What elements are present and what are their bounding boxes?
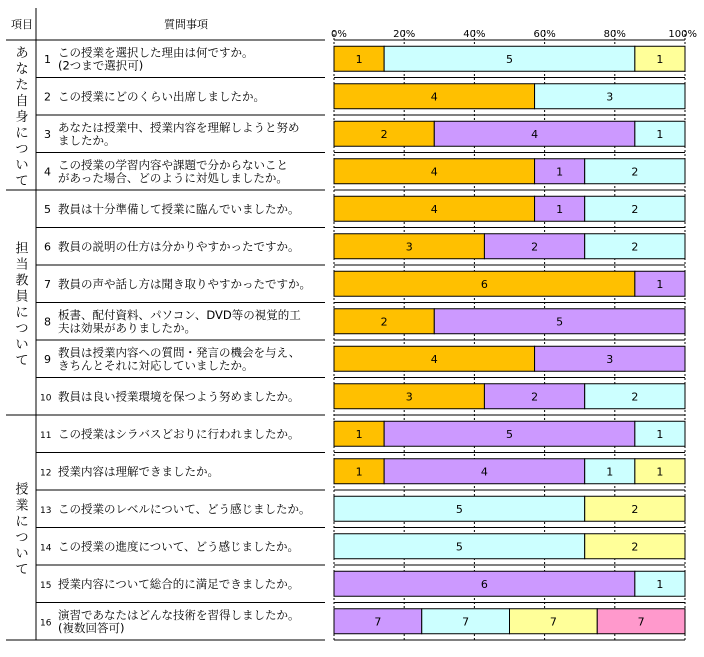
bar-value-label: 4	[531, 127, 539, 141]
bar-value-label: 1	[556, 202, 564, 216]
x-tick-label: 100%	[668, 29, 697, 40]
x-tick-label: 40%	[463, 29, 486, 40]
question-table	[6, 8, 325, 640]
question-text: あなたは授業中、授業内容を理解しようと努め	[58, 120, 300, 135]
question-number: 15	[40, 580, 52, 591]
question-number: 9	[44, 352, 51, 366]
question-number: 7	[44, 277, 51, 291]
question-text: 夫は効果がありましたか。	[58, 320, 196, 335]
bar-value-label: 7	[374, 615, 382, 629]
bar-value-label: 4	[430, 202, 438, 216]
question-text: 板書、配付資料、パソコン、DVD等の視覚的工	[58, 307, 301, 322]
bar-value-label: 4	[430, 165, 438, 179]
group-label-char: に	[15, 305, 29, 321]
question-number: 6	[44, 240, 51, 254]
question-number: 8	[44, 315, 51, 329]
group-label-char: あ	[15, 46, 29, 61]
x-tick-label: 0%	[331, 29, 347, 40]
bar-value-label: 2	[631, 540, 639, 554]
question-number: 10	[40, 393, 52, 404]
bar-value-label: 3	[606, 352, 614, 366]
group-label-char: い	[15, 337, 29, 353]
bar-value-label: 2	[631, 502, 639, 516]
question-text: 演習であなたはどんな技術を習得しましたか。	[58, 607, 300, 622]
question-number: 16	[40, 618, 52, 629]
question-text: 授業内容は理解できましたか。	[58, 464, 219, 479]
group-label-char: つ	[15, 530, 29, 546]
bar-value-label: 3	[405, 390, 413, 404]
bar-value-label: 4	[430, 352, 438, 366]
question-text: 教員は十分準備して授業に臨んでいましたか。	[58, 201, 300, 216]
question-text: この授業のレベルについて、どう感じましたか。	[58, 501, 311, 516]
group-label-char: つ	[15, 142, 29, 157]
question-text: この授業の進度について、どう感じましたか。	[58, 539, 300, 554]
question-text: 教員は良い授業環境を保つよう努めましたか。	[58, 389, 300, 404]
group-label-char: い	[15, 158, 29, 173]
group-label-char: 担	[15, 241, 29, 257]
x-tick-label: 80%	[603, 29, 626, 40]
question-text: があった場合、どのように対処しましたか。	[58, 170, 288, 185]
question-number: 1	[44, 52, 51, 66]
question-number: 13	[40, 505, 52, 516]
bar-value-label: 1	[355, 427, 363, 441]
bar-value-label: 2	[631, 390, 639, 404]
bar-value-label: 1	[355, 52, 363, 66]
group-label-char: 教	[15, 273, 29, 289]
header-item: 項目	[11, 18, 33, 31]
question-text: 教員の声や話し方は聞き取りやすかったですか。	[58, 276, 311, 291]
group-label-char: て	[15, 174, 29, 189]
question-text: きちんとそれに対応していましたか。	[58, 358, 254, 373]
question-text: この授業を選択した理由は何ですか。	[58, 45, 254, 60]
group-label-char: 員	[15, 289, 29, 305]
header-question: 質問事項	[164, 18, 208, 31]
bar-value-label: 2	[380, 127, 388, 141]
group-label-char: て	[15, 353, 29, 369]
bar-value-label: 2	[531, 390, 539, 404]
stacked-bar-plot	[331, 29, 697, 640]
bar-value-label: 4	[480, 465, 488, 479]
group-label-char: 自	[15, 94, 29, 109]
bar-value-label: 3	[405, 240, 413, 254]
bar-value-label: 6	[480, 277, 488, 291]
bar-value-label: 1	[656, 427, 664, 441]
bar-value-label: 2	[380, 315, 388, 329]
bar-value-label: 1	[606, 465, 614, 479]
group-label-char: た	[15, 78, 29, 93]
bar-value-label: 2	[631, 240, 639, 254]
question-text: この授業にどのくらい出席しましたか。	[58, 89, 265, 104]
question-text: この授業の学習内容や課題で分からないこと	[58, 157, 288, 172]
bar-value-label: 3	[606, 90, 614, 104]
bar-value-label: 1	[656, 465, 664, 479]
question-number: 5	[44, 202, 51, 216]
question-text: (2つまで選択可)	[58, 58, 144, 73]
bar-value-label: 5	[506, 427, 513, 441]
question-number: 14	[40, 543, 52, 554]
bar-value-label: 1	[656, 277, 664, 291]
bar-value-label: 7	[462, 615, 470, 629]
bar-value-label: 4	[430, 90, 438, 104]
bar-value-label: 1	[656, 127, 664, 141]
bar-value-label: 5	[506, 52, 513, 66]
bar-value-label: 5	[455, 540, 463, 554]
question-number: 2	[44, 90, 51, 104]
bar-value-label: 5	[455, 502, 463, 516]
question-text: (複数回答可)	[58, 620, 125, 635]
bar-value-label: 7	[637, 615, 645, 629]
bar-value-label: 1	[656, 52, 664, 66]
group-label-char: 身	[15, 110, 29, 125]
question-number: 11	[40, 430, 52, 441]
bar-value-label: 2	[631, 202, 639, 216]
bar-value-label: 2	[531, 240, 539, 254]
bar-value-label: 6	[480, 577, 488, 591]
question-number: 3	[44, 127, 51, 141]
question-text: 教員の説明の仕方は分かりやすかったですか。	[58, 239, 300, 254]
bar-value-label: 2	[631, 165, 639, 179]
question-text: 教員は授業内容への質問・発言の機会を与え、	[58, 345, 301, 360]
group-label-char: い	[15, 546, 29, 562]
bar-value-label: 5	[556, 315, 564, 329]
question-text: 授業内容について総合的に満足できましたか。	[58, 576, 300, 591]
question-number: 12	[40, 468, 52, 479]
group-label-char: つ	[15, 321, 29, 337]
x-tick-label: 60%	[533, 29, 556, 40]
group-label-char: て	[15, 562, 29, 578]
bar-value-label: 1	[355, 465, 363, 479]
group-label-char: 当	[15, 257, 29, 273]
bar-value-label: 7	[549, 615, 557, 629]
bar-value-label: 1	[656, 577, 664, 591]
group-label-char: 授	[15, 482, 29, 498]
group-label-char: な	[15, 62, 29, 77]
question-number: 4	[44, 165, 51, 179]
x-tick-label: 20%	[393, 29, 416, 40]
group-label-char: に	[15, 126, 29, 141]
bar-value-label: 1	[556, 165, 564, 179]
group-label-char: 業	[15, 498, 29, 514]
question-text: ましたか。	[58, 133, 116, 148]
group-label-char: に	[15, 514, 29, 530]
question-text: この授業はシラバスどおりに行われましたか。	[58, 426, 300, 441]
